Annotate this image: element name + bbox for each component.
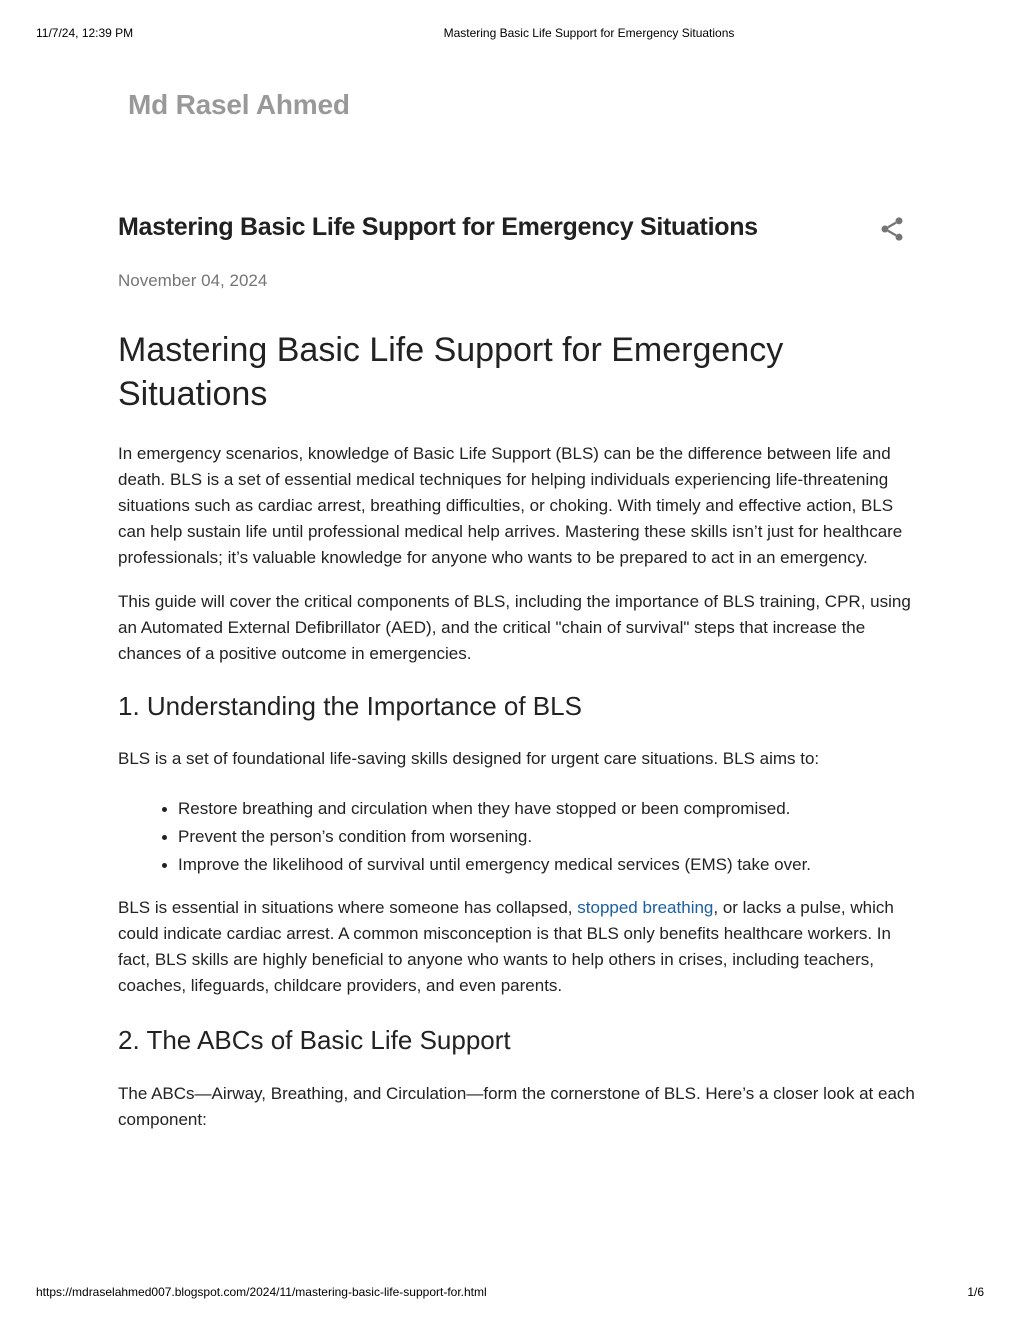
section-2-lead: The ABCs—Airway, Breathing, and Circulation—form the cornerstone of BLS. Here’s a closer look at each component: <box>118 1084 915 1129</box>
print-page-number: 1/6 <box>967 1285 984 1299</box>
paragraph-text: , or lacks a pulse, which could indicate cardiac arrest. A common misconception is that BLS only benefits healthcare workers. In fact, BLS skills are highly beneficial to anyone who wants to help others in crises, including teachers, coaches, lifeguards, childcare providers, and even parents. <box>118 898 894 995</box>
intro-paragraph-1: In emergency scenarios, knowledge of Basic Life Support (BLS) can be the difference between life and death. BLS is a set of essential medical techniques for helping individuals experiencing life-threatening situations such as cardiac arrest, breathing difficulties, or choking. With timely and effective action, BLS can help sustain life until professional medical help arrives. Mastering these skills isn’t just for healthcare professionals; it’s valuable knowledge for anyone who wants to be prepared to act in an emergency. <box>118 444 903 567</box>
post-title[interactable]: Mastering Basic Life Support for Emergency Situations <box>118 213 758 241</box>
stopped-breathing-link[interactable]: stopped breathing <box>577 898 714 917</box>
list-item: Prevent the person’s condition from worsening. <box>178 823 918 851</box>
section-1-lead: BLS is a set of foundational life-saving skills designed for urgent care situations. BLS aims to: <box>118 749 820 768</box>
print-doc-title: Mastering Basic Life Support for Emergency Situations <box>443 26 735 40</box>
post-date[interactable]: November 04, 2024 <box>118 271 268 290</box>
section-2-heading: 2. The ABCs of Basic Life Support <box>118 1025 511 1055</box>
article-heading: Mastering Basic Life Support for Emergency Situations <box>118 331 784 413</box>
print-footer <box>36 1285 984 1301</box>
list-item: Restore breathing and circulation when they have stopped or been compromised. <box>178 795 918 823</box>
article-body <box>118 328 918 1133</box>
paragraph-text: BLS is essential in situations where someone has collapsed, <box>118 898 578 917</box>
bls-aims-list <box>118 795 918 879</box>
share-icon[interactable] <box>878 215 906 243</box>
print-datetime: 11/7/24, 12:39 PM <box>36 26 134 40</box>
list-item: Improve the likelihood of survival until emergency medical services (EMS) take over. <box>178 851 918 879</box>
print-header <box>36 26 984 42</box>
print-url: https://mdraselahmed007.blogspot.com/2024/11/mastering-basic-life-support-for.html <box>36 1285 487 1299</box>
section-1-paragraph <box>118 895 918 999</box>
section-1-heading: 1. Understanding the Importance of BLS <box>118 691 582 721</box>
intro-paragraph-2: This guide will cover the critical components of BLS, including the importance of BLS training, CPR, using an Automated External Defibrillator (AED), and the critical "chain of survival" steps that increase the chances of a positive outcome in emergencies. <box>118 592 911 663</box>
blog-name-link[interactable]: Md Rasel Ahmed <box>128 89 350 120</box>
